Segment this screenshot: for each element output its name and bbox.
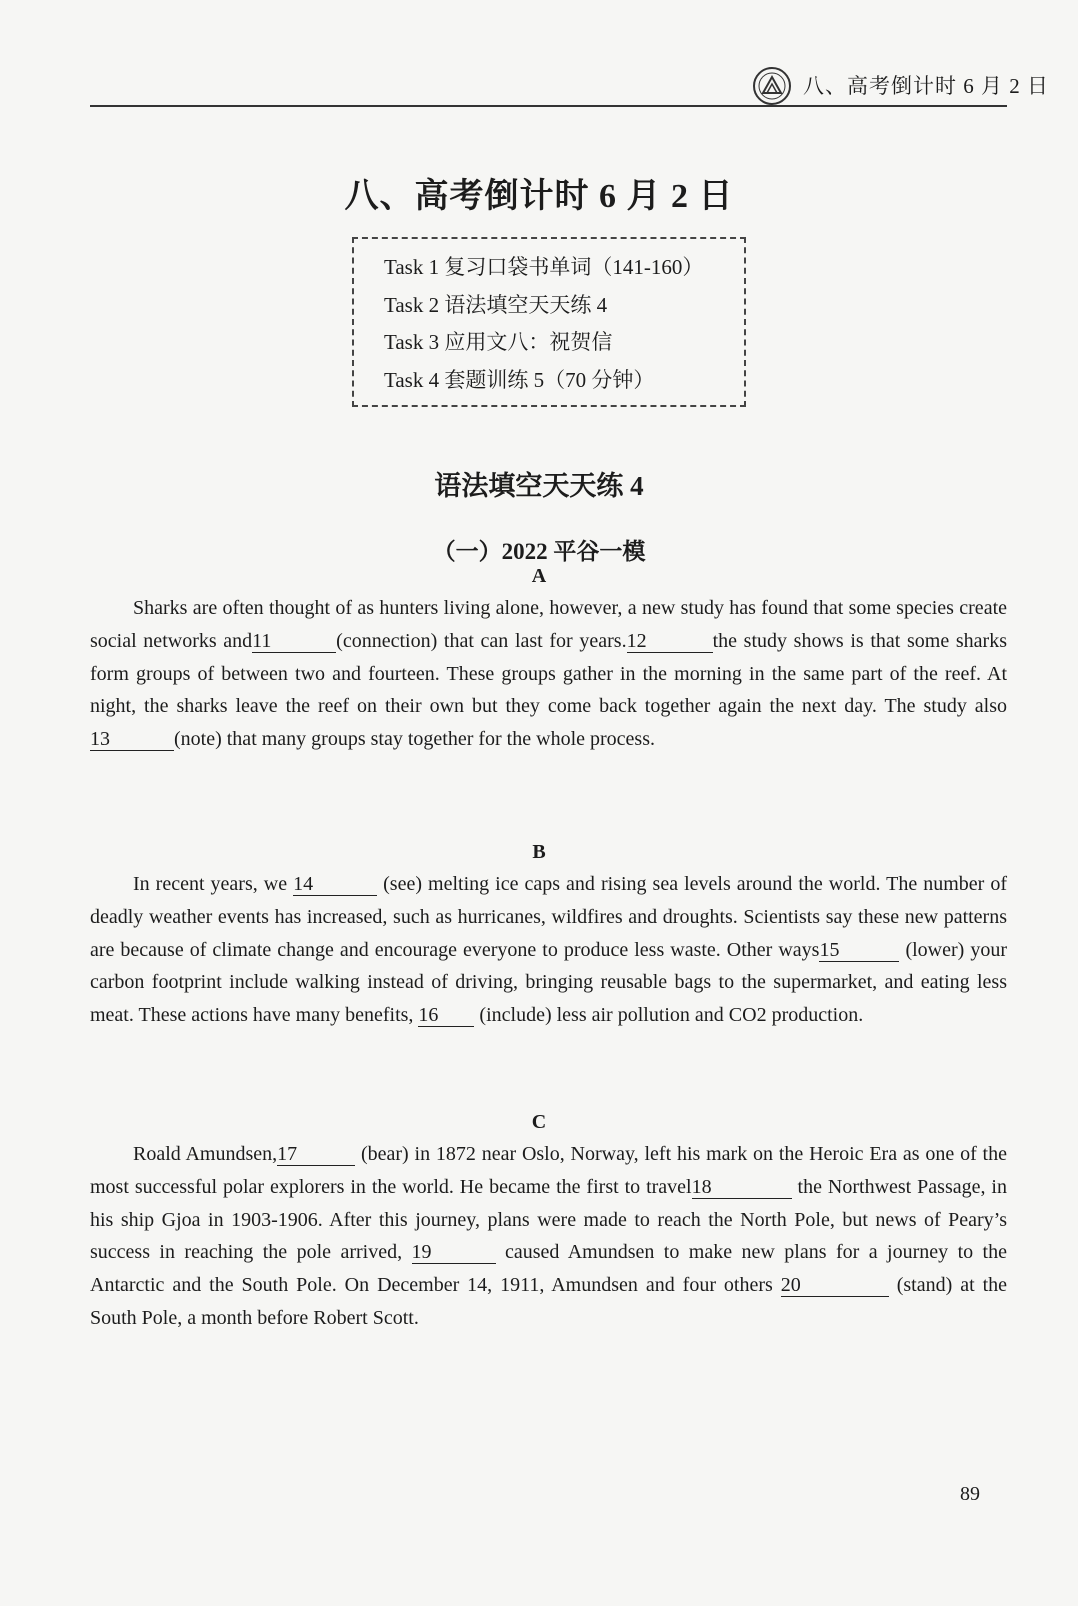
passage-c [90,1138,1007,1335]
passage-a-text: Sharks are often thought of as hunters living alone, however, a new study has found that some species create social networks and11 (connection) that can last for years.12 the study shows is that some sharks form groups of between two and fourteen. These groups gather in the morning in the same part of the reef. At night, the sharks leave the reef on their own but they come back together again the next day. The study also13 (note) that many groups stay together for the whole process. [90,597,1007,751]
blank-19: 19 [412,1241,496,1264]
task-item-2: Task 2 语法填空天天练 4 [384,292,608,317]
task-item-4: Task 4 套题训练 5（70 分钟） [384,367,655,392]
running-header-title: 八、高考倒计时 6 月 2 日 [803,74,1049,98]
subsection-title: （一）2022 平谷一模 [432,539,646,564]
passage-c-text: Roald Amundsen,17 (bear) in 1872 near Oslo, Norway, left his mark on the Heroic Era as one of the most successful polar explorers in the world. He became the first to travel18 the Northwest Passage, in his ship Gjoa in 1903-1906. After this journey, plans were made to reach the North Pole, but news of Peary’s success in reaching the pole arrived, 19 caused Amundsen to make new plans for a journey to the Antarctic and the South Pole. On December 14, 1911, Amundsen and four others 20 (stand) at the South Pole, a month before Robert Scott. [90,1143,1008,1329]
section-title: 语法填空天天练 4 [434,471,644,501]
passage-c-label: C [531,1111,547,1133]
blank-13: 13 [90,728,174,751]
task-item-1: Task 1 复习口袋书单词（141-160） [384,255,704,279]
passage-a [90,592,1007,756]
blank-11: 11 [252,630,336,653]
passage-b-text: In recent years, we 14 (see) melting ice caps and rising sea levels around the world. The number of deadly weather events has increased, such as hurricanes, wildfires and droughts. Scientists say these new patterns are because of climate change and encourage everyone to produce less waste. Other ways15 (lower) your carbon footprint include walking instead of driving, bringing reusable bags to the supermarket, and eating less meat. These actions have many benefits, 16 (include) less air pollution and CO2 production. [90,873,1007,1027]
task-list-box [352,237,746,407]
blank-16: 16 [418,1004,474,1027]
passage-a-label: A [531,565,547,587]
blank-18: 18 [692,1176,792,1199]
blank-12: 12 [627,630,713,653]
page-title: 八、高考倒计时 6 月 2 日 [344,178,734,215]
passage-b [90,868,1007,1032]
blank-14: 14 [293,873,377,896]
blank-17: 17 [277,1143,355,1166]
passage-b-label: B [532,841,546,863]
task-item-3: Task 3 应用文八：祝贺信 [384,330,613,354]
header-divider [90,105,1007,107]
blank-20: 20 [781,1274,889,1297]
blank-15: 15 [819,939,899,962]
page-number: 89 [960,1483,980,1505]
publisher-logo-icon [752,66,792,106]
